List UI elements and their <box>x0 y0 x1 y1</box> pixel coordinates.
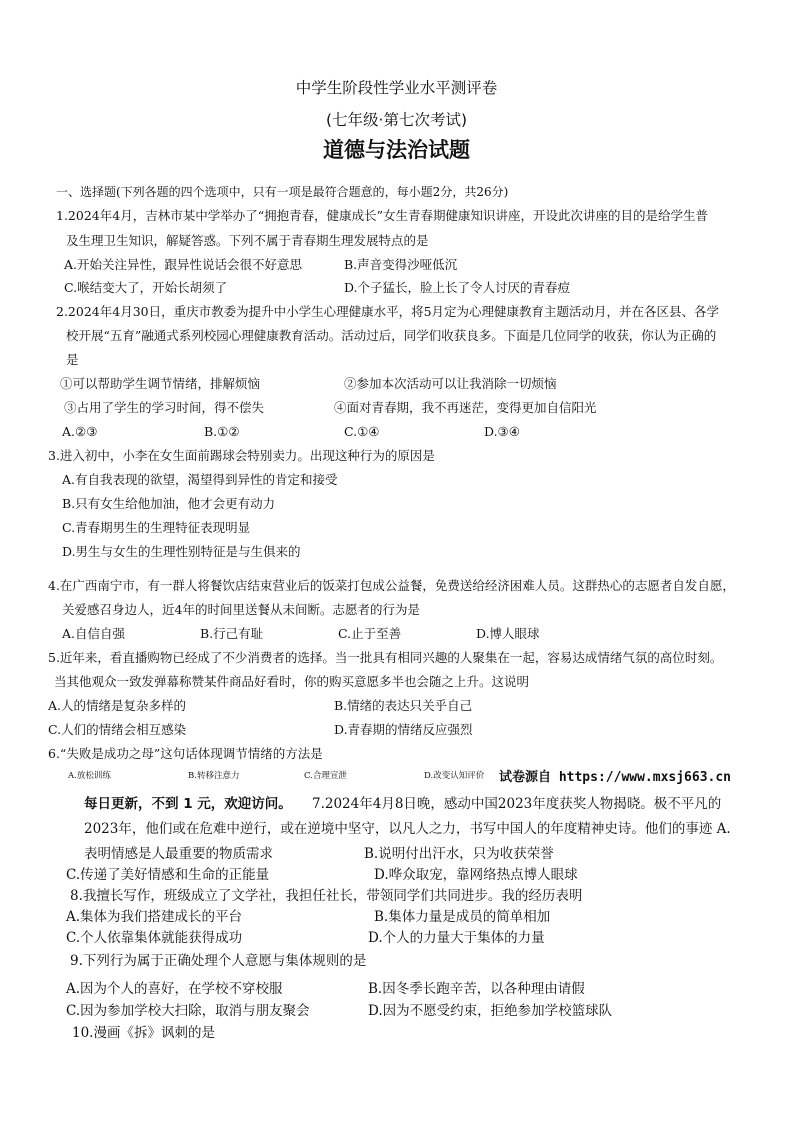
option-a: A.有自我表现的欲望，渴望得到异性的肯定和接受 <box>62 472 338 487</box>
option-a: A.放松训练 <box>68 771 111 781</box>
question-stem: 3.进入初中，小李在女生面前踢球会特别卖力。出现这种行为的原因是 <box>48 448 435 463</box>
statement-3: ③占用了学生的学习时间，得不偿失 <box>64 400 265 415</box>
option-c: C.止于至善 <box>338 626 402 641</box>
option-a: A.因为个人的喜好，在学校不穿校服 <box>66 981 283 997</box>
option-d: D.个子猛长，脸上长了令人讨厌的青春痘 <box>344 280 571 295</box>
option-b: B.只有女生给他加油，他才会更有动力 <box>62 496 276 511</box>
exam-subject: 道德与法治试题 <box>323 138 470 162</box>
option-c: C.①④ <box>344 424 380 439</box>
option-b: B.说明付出汗水，只为收获荣誉 <box>364 846 554 862</box>
question-stem: 6.“失败是成功之母”这句话体现调节情绪的方法是 <box>48 746 323 761</box>
option-a: A.集体为我们搭建成长的平台 <box>66 909 243 925</box>
option-c: C.因为参加学校大扫除，取消与朋友聚会 <box>66 1003 310 1019</box>
option-a: A.开始关注异性，跟异性说话会很不好意思 <box>64 257 303 272</box>
option-a: 表明情感是人最重要的物质需求 <box>84 846 273 862</box>
option-c: C.传递了美好情感和生命的正能量 <box>66 867 270 883</box>
option-b: B.声音变得沙哑低沉 <box>344 257 458 272</box>
statement-4: ④面对青春期，我不再迷茫，变得更加自信阳光 <box>334 400 597 415</box>
question-stem: 7.2024年4月8日晚，感动中国2023年度获奖人物揭晓。极不平凡的 <box>312 796 722 812</box>
option-b: B.转移注意力 <box>188 771 240 781</box>
section-heading: 一、选择题(下列各题的四个选项中，只有一项是最符合题意的，每小题2分，共26分) <box>56 185 509 199</box>
source-link[interactable]: 试卷源自 https://www.mxsj663.cn <box>499 770 732 785</box>
question-stem: 5.近年来，看直播购物已经成了不少消费者的选择。当一批具有相同兴趣的人聚集在一起，容易达成情绪气氛的高位时刻。 <box>48 650 723 665</box>
statement-1: ①可以帮助学生调节情绪，排解烦恼 <box>60 376 261 391</box>
question-stem: 校开展“五育”融通式系列校园心理健康教育活动。活动过后，同学们收获良多。下面是几位同学的收获，你认为正确的 <box>66 328 717 343</box>
option-a: A.②③ <box>62 424 98 439</box>
option-b: B.集体力量是成员的简单相加 <box>374 909 551 925</box>
option-c: C.人们的情绪会相互感染 <box>48 722 187 737</box>
exam-grade: (七年级·第七次考试) <box>325 111 468 129</box>
exam-title: 中学生阶段性学业水平测评卷 <box>295 79 498 97</box>
question-stem: 2.2024年4月30日，重庆市教委为提升中小学生心理健康水平，将5月定为心理健康教育主题活动月，并在各区县、各学 <box>56 304 720 319</box>
option-b: B.情绪的表达只关乎自己 <box>334 698 473 713</box>
option-d: D.因为不愿受约束，拒绝参加学校篮球队 <box>368 1003 613 1019</box>
question-stem: 当其他观众一致发弹幕称赞某件商品好看时，你的购买意愿多半也会随之上升。这说明 <box>54 674 530 689</box>
question-stem: 4.在广西南宁市，有一群人将餐饮店结束营业后的饭菜打包成公益餐，免费送给经济困难人员。这群热心的志愿者自发自愿， <box>48 578 735 593</box>
site-notice: 每日更新，不到 1 元，欢迎访问。 <box>84 796 292 812</box>
statement-2: ②参加本次活动可以让我消除一切烦恼 <box>344 376 557 391</box>
option-a: A.人的情绪是复杂多样的 <box>48 698 187 713</box>
option-c: C.个人依靠集体就能获得成功 <box>66 930 243 946</box>
option-a: A.自信自强 <box>62 626 126 641</box>
option-c: C.合理宣泄 <box>304 771 347 781</box>
question-stem: 及生理卫生知识，解疑答惑。下列不属于青春期生理发展特点的是 <box>66 233 429 248</box>
question-stem: 1.2024年4月，吉林市某中学举办了“拥抱青春，健康成长”女生青春期健康知识讲座，开设此次讲座的目的是给学生普 <box>56 208 708 223</box>
option-d: D.哗众取宠，靠网络热点博人眼球 <box>374 867 578 883</box>
option-d: D.改变认知评价 <box>424 771 485 781</box>
question-stem: 关爱感召身边人，近4年的时间里送餐从未间断。志愿者的行为是 <box>62 602 420 617</box>
question-stem: 8.我擅长写作，班级成立了文学社，我担任社长，带领同学们共同进步。我的经历表明 <box>70 888 583 904</box>
question-stem: 2023年，他们或在危难中逆行，或在逆境中坚守，以凡人之力，书写中国人的年度精神史诗。他们的事迹 A. <box>84 821 731 837</box>
option-d: D.个人的力量大于集体的力量 <box>368 930 545 946</box>
option-c: C.喉结变大了，开始长胡须了 <box>64 280 228 295</box>
question-stem: 是 <box>66 352 79 367</box>
option-d: D.博人眼球 <box>476 626 540 641</box>
option-b: B.因冬季长跑辛苦，以各种理由请假 <box>368 981 585 997</box>
question-stem: 9.下列行为属于正确处理个人意愿与集体规则的是 <box>70 953 367 969</box>
option-c: C.青春期男生的生理特征表现明显 <box>62 520 251 535</box>
option-d: D.青春期的情绪反应强烈 <box>334 722 473 737</box>
option-b: B.①② <box>204 424 240 439</box>
option-d: D.③④ <box>484 424 520 439</box>
question-stem: 10.漫画《拆》讽刺的是 <box>72 1025 215 1041</box>
option-d: D.男生与女生的生理性别特征是与生俱来的 <box>62 544 301 559</box>
option-b: B.行己有耻 <box>200 626 264 641</box>
